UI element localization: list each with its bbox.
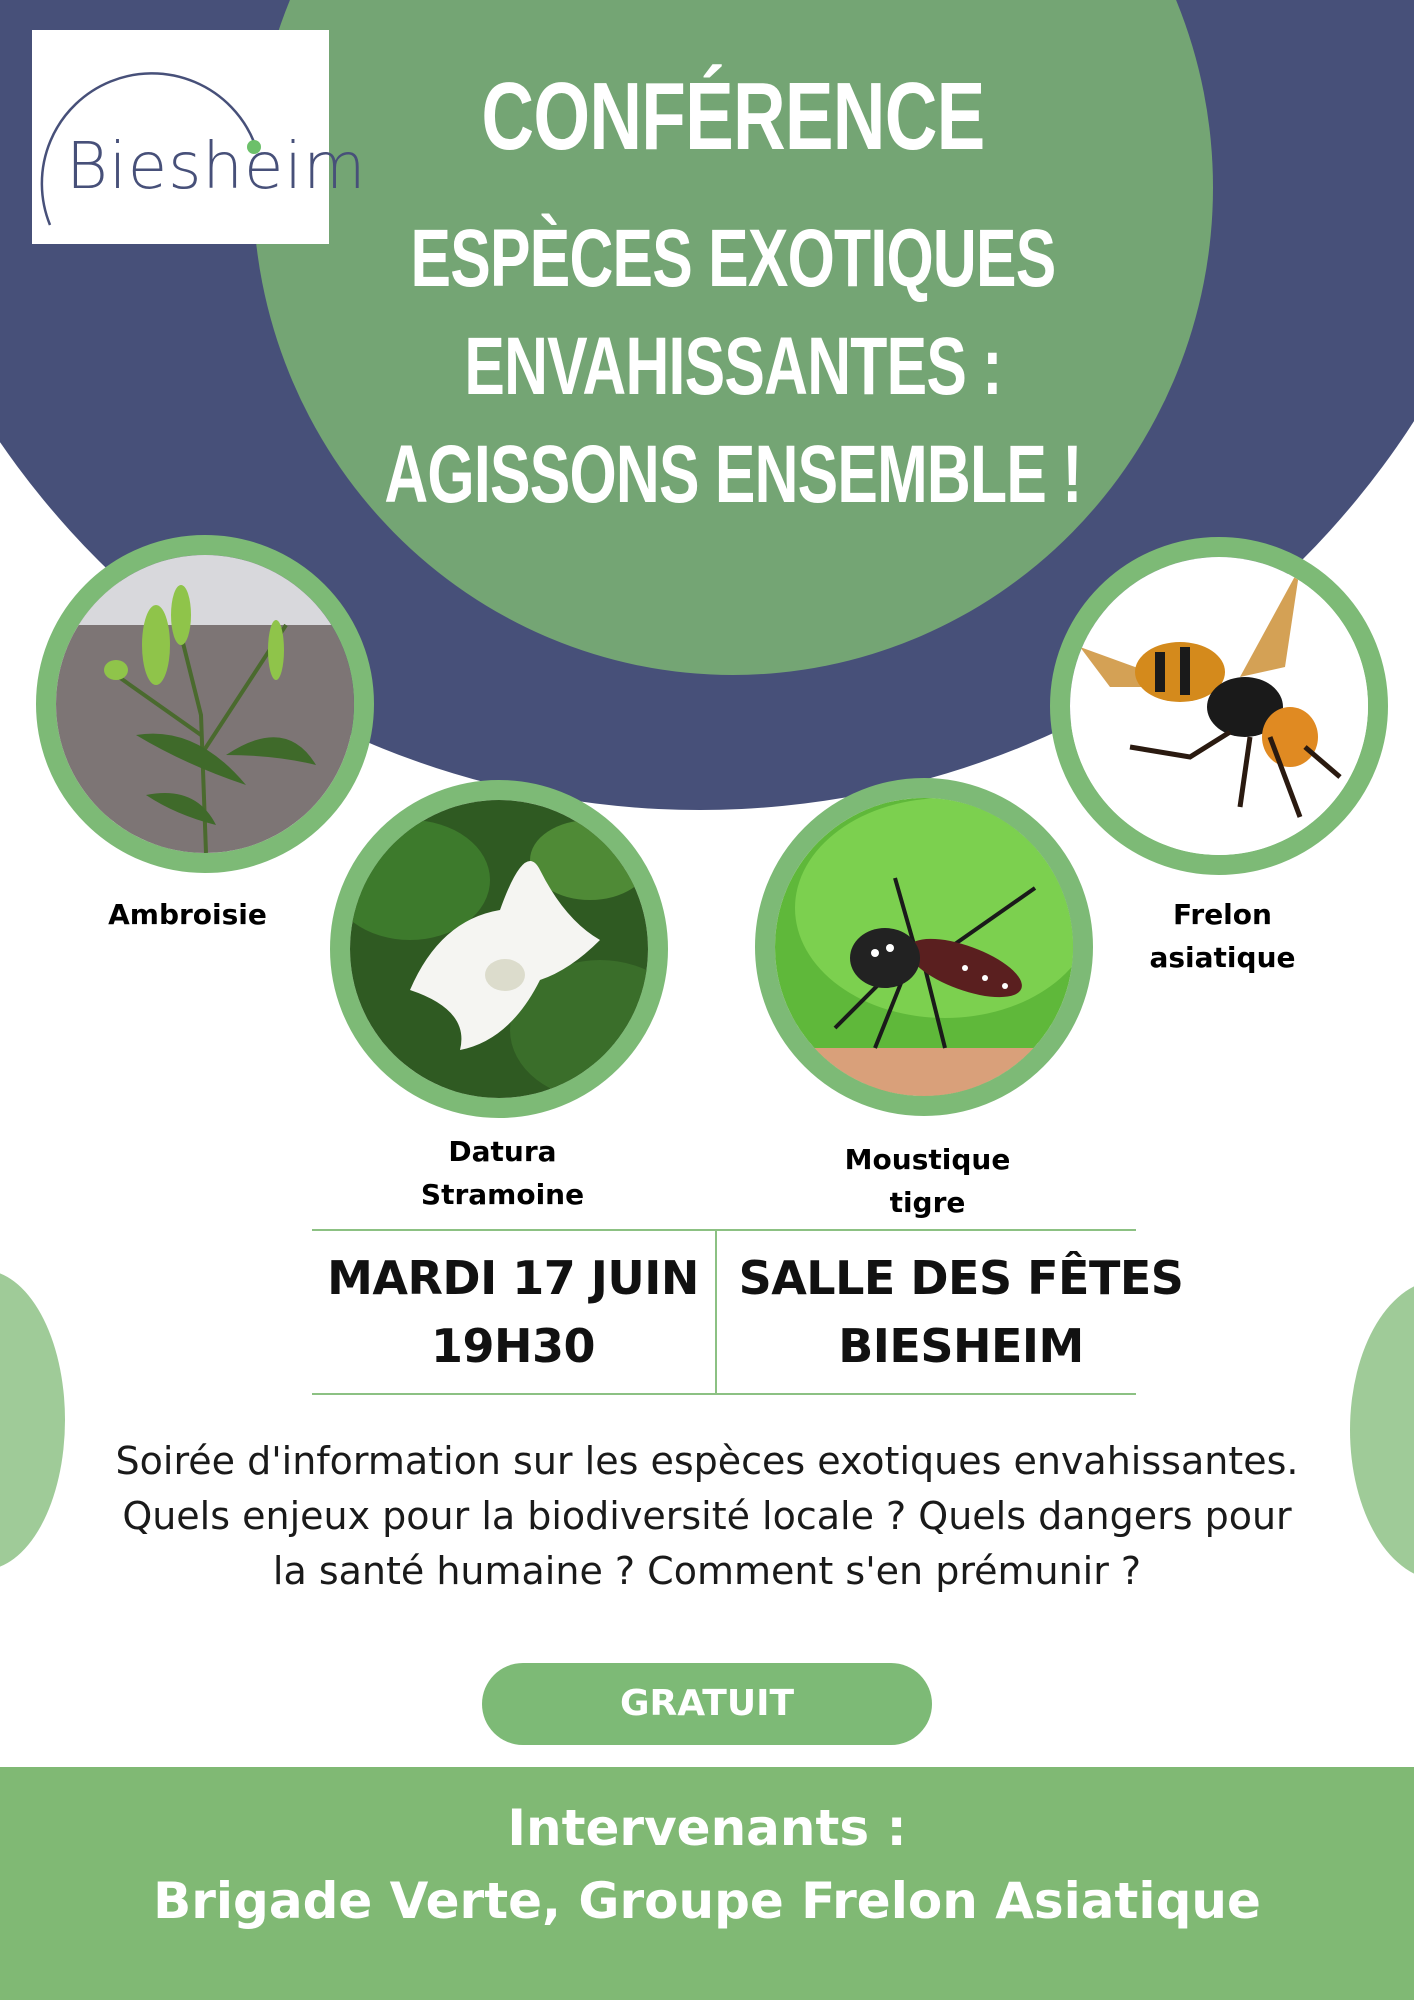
info-center-divider (715, 1230, 717, 1393)
speakers-list: Brigade Verte, Groupe Frelon Asiatique (153, 1872, 1261, 1930)
species-label-moustique (820, 1138, 1035, 1224)
event-venue (718, 1244, 1204, 1380)
logo-text: Biesheim (66, 130, 367, 204)
title-line-envahissantes: ENVAHISSANTES : (464, 321, 1002, 412)
title-line-agissons: AGISSONS ENSEMBLE ! (384, 429, 1082, 520)
title-conference: CONFÉRENCE (481, 63, 985, 170)
free-entry-badge: GRATUIT (482, 1663, 932, 1745)
species-label-moustique-line1: Moustique (844, 1143, 1011, 1176)
datura-flower-photo (330, 780, 668, 1118)
event-date: MARDI 17 JUIN (327, 1251, 699, 1305)
species-label-frelon (1110, 893, 1335, 979)
description-line3: la santé humaine ? Comment s'en prémunir ? (272, 1549, 1142, 1593)
species-label-moustique-line2: tigre (889, 1186, 966, 1219)
description-line2: Quels enjeux pour la biodiversité locale ? Quels dangers pour (122, 1494, 1292, 1538)
species-label-datura (390, 1130, 615, 1216)
info-bottom-divider (312, 1393, 1136, 1395)
ragweed-photo (36, 535, 374, 873)
species-label-frelon-line2: asiatique (1149, 941, 1296, 974)
species-label-datura-line1: Datura (448, 1135, 557, 1168)
event-description (40, 1434, 1374, 1599)
info-top-divider (312, 1229, 1136, 1231)
biesheim-logo (32, 30, 367, 244)
species-label-datura-line2: Stramoine (420, 1178, 585, 1211)
speakers-heading: Intervenants : (507, 1799, 907, 1857)
event-date-time (312, 1244, 714, 1380)
species-label-frelon-line1: Frelon (1173, 898, 1272, 931)
tiger-mosquito-photo (755, 778, 1093, 1116)
asian-hornet-photo (1050, 537, 1388, 875)
event-venue-line2: BIESHEIM (838, 1319, 1084, 1373)
species-label-ambroisie: Ambroisie (108, 898, 267, 931)
event-time: 19H30 (430, 1319, 596, 1373)
speakers-footer (0, 1767, 1414, 2000)
event-venue-line1: SALLE DES FÊTES (738, 1251, 1184, 1305)
title-line-especes: ESPÈCES EXOTIQUES (410, 213, 1056, 304)
description-line1: Soirée d'information sur les espèces exotiques envahissantes. (115, 1439, 1299, 1483)
